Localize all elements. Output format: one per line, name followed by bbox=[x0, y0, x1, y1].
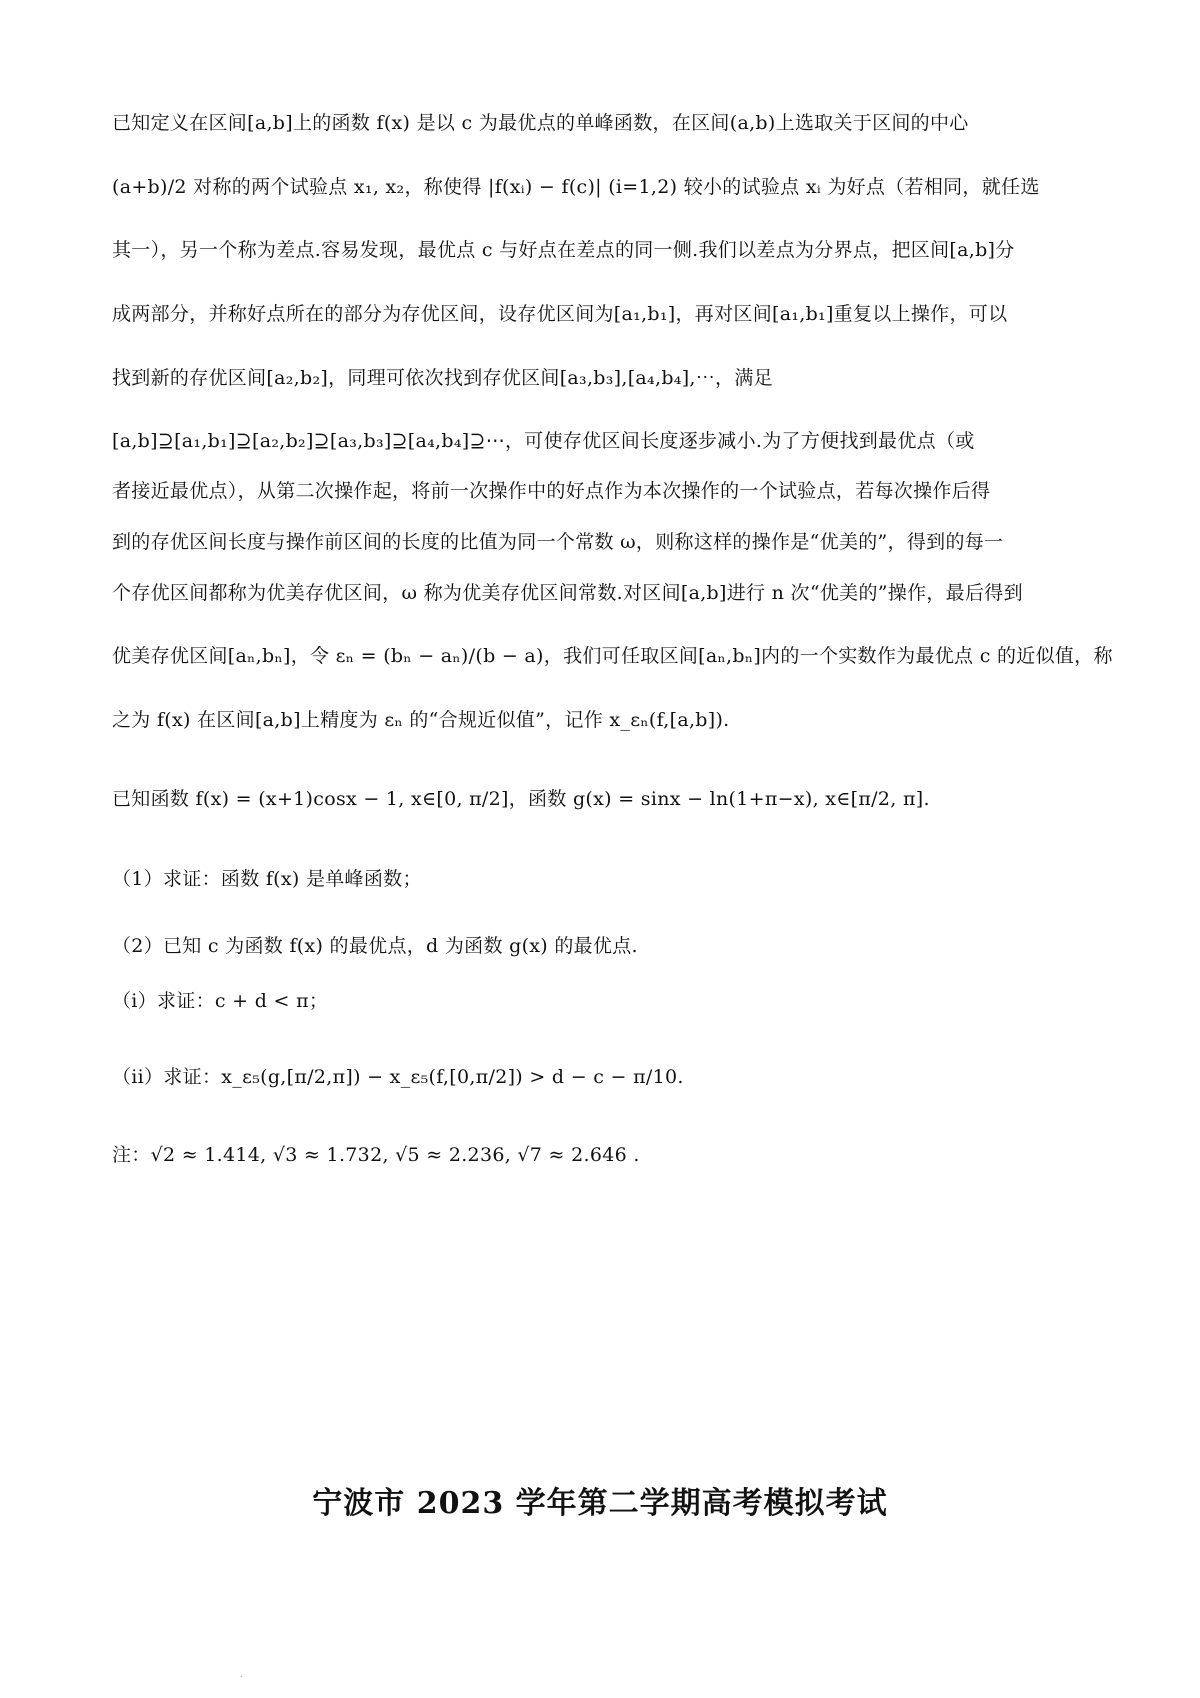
part-2-i: （i）求证：c + d < π； bbox=[112, 990, 329, 1012]
definition-line-8: 到的存优区间长度与操作前区间的长度的比值为同一个常数 ω，则称这样的操作是“优美的”，得到的每一 bbox=[112, 531, 1004, 553]
definition-line-6: [a,b]⊇[a₁,b₁]⊇[a₂,b₂]⊇[a₃,b₃]⊇[a₄,b₄]⊇⋯，可使存优区间长度逐步减小.为了方便找到最优点（或 bbox=[112, 430, 975, 452]
definition-line-4: 成两部分，并称好点所在的部分为存优区间，设存优区间为[a₁,b₁]，再对区间[a₁,b₁]重复以上操作，可以 bbox=[112, 303, 1008, 325]
definition-line-1: 已知定义在区间[a,b]上的函数 f(x) 是以 c 为最优点的单峰函数，在区间(a,b)上选取关于区间的中心 bbox=[112, 112, 969, 134]
exam-title: 宁波市 2023 学年第二学期高考模拟考试 bbox=[312, 1486, 888, 1521]
note: 注：√2 ≈ 1.414, √3 ≈ 1.732, √5 ≈ 2.236, √7 ≈ 2.646 . bbox=[112, 1144, 640, 1166]
part-2-ii: （ii）求证：x_ε₅(g,[π/2,π]) − x_ε₅(f,[0,π/2]) > d − c − π/10. bbox=[112, 1066, 684, 1088]
definition-line-5: 找到新的存优区间[a₂,b₂]，同理可依次找到存优区间[a₃,b₃],[a₄,b₄],⋯，满足 bbox=[112, 367, 773, 389]
part-2: （2）已知 c 为函数 f(x) 的最优点，d 为函数 g(x) 的最优点. bbox=[112, 935, 638, 957]
definition-line-7: 者接近最优点），从第二次操作起，将前一次操作中的好点作为本次操作的一个试验点，若每次操作后得 bbox=[112, 480, 991, 502]
definition-line-9: 个存优区间都称为优美存优区间，ω 称为优美存优区间常数.对区间[a,b]进行 n 次“优美的”操作，最后得到 bbox=[112, 582, 1023, 604]
definition-line-2: (a+b)/2 对称的两个试验点 x₁, x₂，称使得 |f(xᵢ) − f(c)| (i=1,2) 较小的试验点 xᵢ 为好点（若相同，就任选 bbox=[112, 176, 1040, 198]
part-1: （1）求证：函数 f(x) 是单峰函数； bbox=[112, 868, 422, 890]
scan-speck: . bbox=[240, 1670, 243, 1679]
definition-line-11: 之为 f(x) 在区间[a,b]上精度为 εₙ 的“合规近似值”，记作 x_εₙ(f,[a,b]). bbox=[112, 709, 730, 731]
given-functions: 已知函数 f(x) = (x+1)cosx − 1, x∈[0, π/2]，函数 g(x) = sinx − ln(1+π−x), x∈[π/2, π]. bbox=[112, 788, 930, 810]
definition-line-10: 优美存优区间[aₙ,bₙ]，令 εₙ = (bₙ − aₙ)/(b − a)，我们可任取区间[aₙ,bₙ]内的一个实数作为最优点 c 的近似值，称 bbox=[112, 645, 1113, 667]
definition-line-3: 其一），另一个称为差点.容易发现，最优点 c 与好点在差点的同一侧.我们以差点为分界点，把区间[a,b]分 bbox=[112, 239, 1015, 261]
